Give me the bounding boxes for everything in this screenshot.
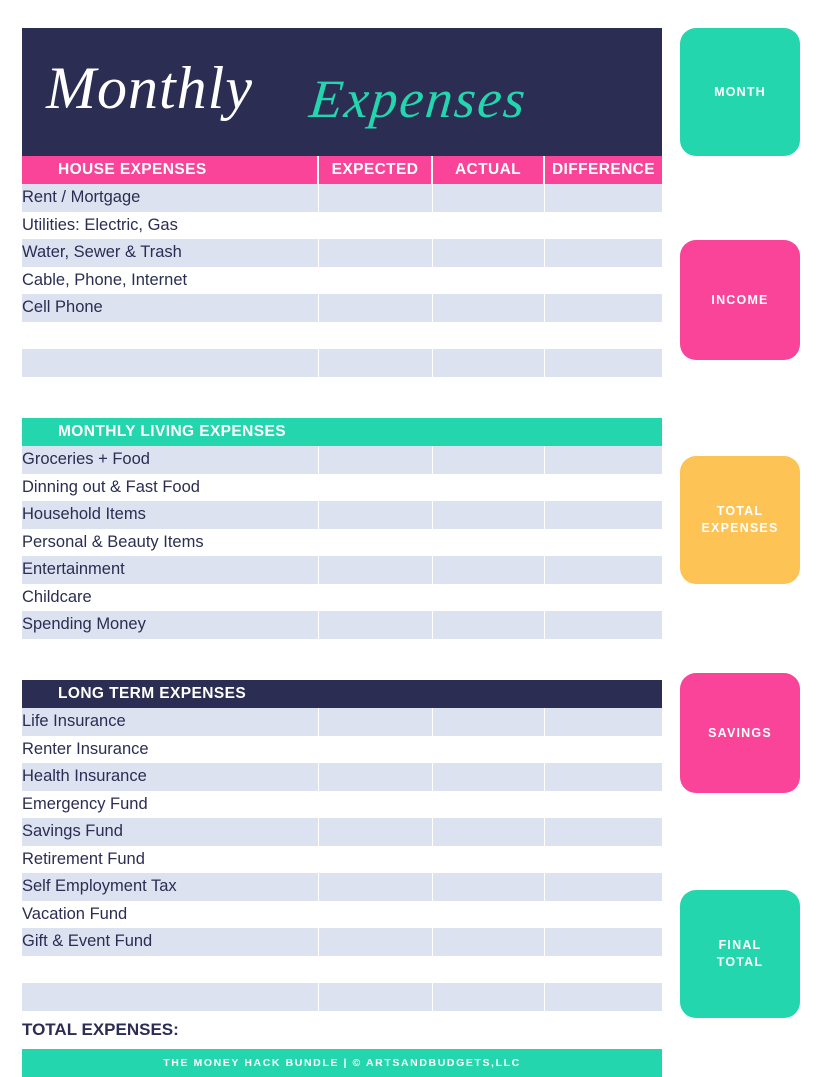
item-label: Groceries + Food — [22, 446, 318, 474]
cell-expected[interactable] — [318, 556, 432, 584]
cell-expected[interactable] — [318, 584, 432, 612]
cell-difference[interactable] — [544, 556, 662, 584]
total-expenses-label: TOTAL EXPENSES: — [22, 1011, 318, 1049]
footer-credit: THE MONEY HACK BUNDLE | © ARTSANDBUDGETS,LLC — [22, 1049, 662, 1077]
cell-expected[interactable] — [318, 873, 432, 901]
card-final-total-line2: TOTAL — [716, 955, 764, 969]
cell-expected[interactable] — [318, 763, 432, 791]
item-label: Retirement Fund — [22, 846, 318, 874]
cell-actual[interactable] — [432, 708, 544, 736]
card-final-total[interactable] — [680, 890, 800, 1018]
table-row[interactable] — [22, 791, 662, 819]
cell-actual[interactable] — [432, 322, 544, 350]
item-label: Personal & Beauty Items — [22, 529, 318, 557]
section-header-house-expenses — [22, 156, 662, 184]
total-expenses-row — [22, 1011, 662, 1049]
cell-actual[interactable] — [432, 584, 544, 612]
table-row[interactable] — [22, 983, 662, 1011]
cell-expected[interactable] — [318, 639, 432, 667]
cell-difference[interactable] — [544, 901, 662, 929]
item-label: Gift & Event Fund — [22, 928, 318, 956]
cell-actual[interactable] — [432, 529, 544, 557]
table-row[interactable] — [22, 501, 662, 529]
section-spacer-expected — [318, 680, 432, 708]
card-total-expenses-line1: TOTAL — [716, 504, 764, 519]
item-label — [22, 349, 318, 377]
cell-expected[interactable] — [318, 818, 432, 846]
cell-expected[interactable] — [318, 611, 432, 639]
cell-difference[interactable] — [544, 377, 662, 405]
section-gap — [22, 666, 662, 680]
section-title: LONG TERM EXPENSES — [22, 680, 318, 708]
cell-difference[interactable] — [544, 584, 662, 612]
item-label: Dinning out & Fast Food — [22, 474, 318, 502]
item-label — [22, 956, 318, 984]
item-label: Utilities: Electric, Gas — [22, 212, 318, 240]
cell-expected[interactable] — [318, 736, 432, 764]
item-label: Emergency Fund — [22, 791, 318, 819]
cell-difference[interactable] — [544, 763, 662, 791]
cell-actual[interactable] — [432, 983, 544, 1011]
table-row[interactable] — [22, 736, 662, 764]
table-row[interactable] — [22, 212, 662, 240]
item-label — [22, 322, 318, 350]
cell-expected[interactable] — [318, 322, 432, 350]
item-label: Rent / Mortgage — [22, 184, 318, 212]
cell-actual[interactable] — [432, 956, 544, 984]
table-row[interactable] — [22, 474, 662, 502]
cell-expected[interactable] — [318, 474, 432, 502]
table-row[interactable] — [22, 239, 662, 267]
table-row[interactable] — [22, 708, 662, 736]
total-cell-actual[interactable] — [432, 1011, 544, 1049]
table-row[interactable] — [22, 294, 662, 322]
cell-actual[interactable] — [432, 928, 544, 956]
section-title: HOUSE EXPENSES — [22, 156, 318, 184]
section-spacer-actual — [432, 680, 544, 708]
cell-actual[interactable] — [432, 501, 544, 529]
cell-expected[interactable] — [318, 446, 432, 474]
cell-actual[interactable] — [432, 763, 544, 791]
total-cell-difference[interactable] — [544, 1011, 662, 1049]
card-income[interactable]: INCOME — [680, 240, 800, 360]
cell-difference[interactable] — [544, 639, 662, 667]
cell-expected[interactable] — [318, 529, 432, 557]
section-spacer-difference — [544, 418, 662, 446]
cell-difference[interactable] — [544, 322, 662, 350]
cell-difference[interactable] — [544, 529, 662, 557]
page-title-monthly: Monthly — [46, 55, 253, 121]
cell-actual[interactable] — [432, 294, 544, 322]
table-row[interactable] — [22, 529, 662, 557]
item-label: Childcare — [22, 584, 318, 612]
table-row[interactable] — [22, 322, 662, 350]
cell-expected[interactable] — [318, 294, 432, 322]
budget-table — [22, 156, 662, 1049]
cell-actual[interactable] — [432, 611, 544, 639]
cell-actual[interactable] — [432, 349, 544, 377]
cell-difference[interactable] — [544, 708, 662, 736]
column-header-actual: ACTUAL — [432, 156, 544, 184]
cell-expected[interactable] — [318, 901, 432, 929]
cell-difference[interactable] — [544, 736, 662, 764]
cell-expected[interactable] — [318, 184, 432, 212]
section-spacer-expected — [318, 418, 432, 446]
cell-actual[interactable] — [432, 267, 544, 295]
card-total-expenses-line2: EXPENSES — [701, 521, 779, 535]
table-row[interactable] — [22, 873, 662, 901]
section-title: MONTHLY LIVING EXPENSES — [22, 418, 318, 446]
column-header-difference: DIFFERENCE — [544, 156, 662, 184]
cell-difference[interactable] — [544, 873, 662, 901]
cell-expected[interactable] — [318, 956, 432, 984]
cell-expected[interactable] — [318, 267, 432, 295]
item-label: Savings Fund — [22, 818, 318, 846]
table-row[interactable] — [22, 267, 662, 295]
cell-difference[interactable] — [544, 474, 662, 502]
cell-expected[interactable] — [318, 501, 432, 529]
cell-difference[interactable] — [544, 956, 662, 984]
page-title-expenses: Expenses — [306, 69, 531, 129]
cell-difference[interactable] — [544, 611, 662, 639]
table-row[interactable] — [22, 846, 662, 874]
section-header-long-term-expenses — [22, 680, 662, 708]
total-cell-expected[interactable] — [318, 1011, 432, 1049]
item-label: Self Employment Tax — [22, 873, 318, 901]
cell-expected[interactable] — [318, 349, 432, 377]
budget-sheet — [22, 28, 662, 1077]
cell-actual[interactable] — [432, 791, 544, 819]
cell-difference[interactable] — [544, 446, 662, 474]
section-spacer-difference — [544, 680, 662, 708]
cell-difference[interactable] — [544, 846, 662, 874]
table-row[interactable] — [22, 584, 662, 612]
item-label: Entertainment — [22, 556, 318, 584]
cell-expected[interactable] — [318, 983, 432, 1011]
cell-difference[interactable] — [544, 501, 662, 529]
cell-difference[interactable] — [544, 294, 662, 322]
sheet-header — [22, 28, 662, 156]
item-label — [22, 377, 318, 405]
table-row[interactable] — [22, 818, 662, 846]
cell-actual[interactable] — [432, 639, 544, 667]
item-label: Cable, Phone, Internet — [22, 267, 318, 295]
table-row[interactable] — [22, 184, 662, 212]
cell-actual[interactable] — [432, 818, 544, 846]
cell-actual[interactable] — [432, 212, 544, 240]
cell-expected[interactable] — [318, 928, 432, 956]
cell-expected[interactable] — [318, 846, 432, 874]
section-spacer-actual — [432, 418, 544, 446]
card-savings[interactable]: SAVINGS — [680, 673, 800, 793]
cell-actual[interactable] — [432, 556, 544, 584]
table-row[interactable] — [22, 928, 662, 956]
card-final-total-line1: FINAL — [718, 938, 762, 953]
table-row[interactable] — [22, 349, 662, 377]
item-label: Vacation Fund — [22, 901, 318, 929]
cell-actual[interactable] — [432, 446, 544, 474]
item-label: Spending Money — [22, 611, 318, 639]
item-label: Cell Phone — [22, 294, 318, 322]
cell-difference[interactable] — [544, 791, 662, 819]
card-month[interactable]: MONTH — [680, 28, 800, 156]
table-row[interactable] — [22, 956, 662, 984]
cell-actual[interactable] — [432, 846, 544, 874]
cell-difference[interactable] — [544, 184, 662, 212]
cell-actual[interactable] — [432, 736, 544, 764]
cell-actual[interactable] — [432, 239, 544, 267]
cell-difference[interactable] — [544, 983, 662, 1011]
cell-expected[interactable] — [318, 708, 432, 736]
item-label: Renter Insurance — [22, 736, 318, 764]
table-row[interactable] — [22, 446, 662, 474]
item-label: Health Insurance — [22, 763, 318, 791]
cell-expected[interactable] — [318, 239, 432, 267]
cell-difference[interactable] — [544, 349, 662, 377]
table-row[interactable] — [22, 556, 662, 584]
item-label: Life Insurance — [22, 708, 318, 736]
cell-actual[interactable] — [432, 873, 544, 901]
cell-difference[interactable] — [544, 267, 662, 295]
item-label — [22, 639, 318, 667]
cell-actual[interactable] — [432, 377, 544, 405]
cell-difference[interactable] — [544, 928, 662, 956]
cell-actual[interactable] — [432, 474, 544, 502]
item-label: Household Items — [22, 501, 318, 529]
table-row[interactable] — [22, 639, 662, 667]
cell-actual[interactable] — [432, 184, 544, 212]
card-total-expenses[interactable] — [680, 456, 800, 584]
cell-actual[interactable] — [432, 901, 544, 929]
section-header-monthly-living-expenses — [22, 418, 662, 446]
table-row[interactable] — [22, 763, 662, 791]
cell-difference[interactable] — [544, 239, 662, 267]
cell-expected[interactable] — [318, 212, 432, 240]
cell-difference[interactable] — [544, 818, 662, 846]
table-row[interactable] — [22, 901, 662, 929]
table-row[interactable] — [22, 611, 662, 639]
table-row[interactable] — [22, 377, 662, 405]
item-label: Water, Sewer & Trash — [22, 239, 318, 267]
section-gap — [22, 404, 662, 418]
cell-expected[interactable] — [318, 791, 432, 819]
item-label — [22, 983, 318, 1011]
cell-expected[interactable] — [318, 377, 432, 405]
cell-difference[interactable] — [544, 212, 662, 240]
column-header-expected: EXPECTED — [318, 156, 432, 184]
